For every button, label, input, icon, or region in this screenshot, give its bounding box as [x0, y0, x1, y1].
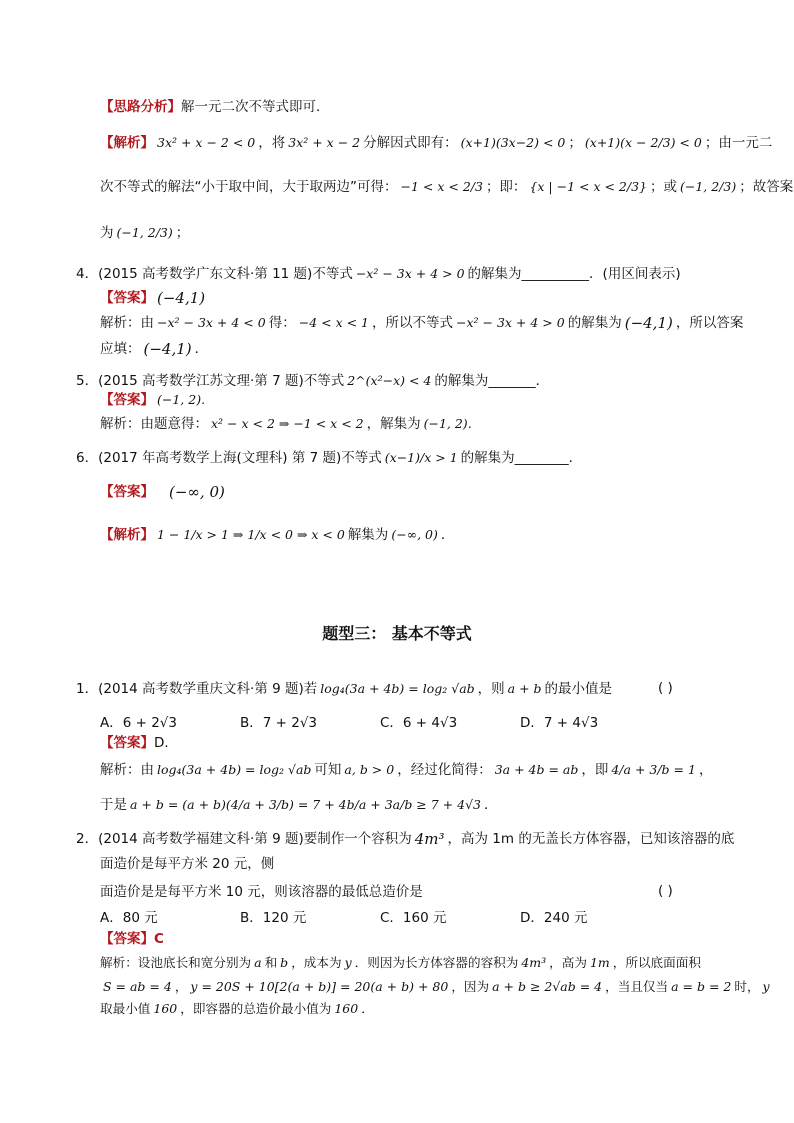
- math-expr: 3a + 4b = ab: [494, 762, 579, 777]
- option-d: D．7 + 4√3: [520, 715, 599, 731]
- q6-answer: [100, 481, 228, 503]
- math-expr: a = b = 2: [671, 979, 732, 994]
- p2-solution-2: [100, 976, 773, 998]
- text: 解集为: [347, 527, 389, 543]
- math-expr: b: [280, 955, 289, 970]
- text: 解析：由题意得：: [100, 416, 208, 432]
- solution-line-3: [100, 222, 189, 244]
- answer-label: 【答案】: [100, 735, 154, 751]
- answer-value: D．: [154, 735, 178, 751]
- text: 为: [100, 225, 114, 241]
- text: ，: [698, 762, 713, 778]
- math-expr: 160: [334, 1001, 359, 1016]
- option-b: B．7 + 2√3: [240, 715, 318, 731]
- math-expr: 4/a + 3/b = 1: [611, 762, 696, 777]
- math-expr: (−1, 2).: [423, 416, 472, 431]
- math-expr: (−4,1): [624, 314, 673, 332]
- answer-label: 【答案】: [100, 392, 154, 408]
- p2-stem-1: [76, 828, 734, 850]
- text: 得：: [268, 315, 296, 331]
- solution-label: 【解析】: [100, 527, 154, 543]
- math-expr: −4 < x < 1: [298, 315, 369, 330]
- math-expr: {x | −1 < x < 2/3}: [529, 179, 647, 194]
- p2-solution-3: [100, 998, 374, 1020]
- text: 应填：: [100, 341, 141, 357]
- text: 的最小值是: [544, 681, 613, 697]
- math-expr: (−1, 2/3): [116, 225, 173, 240]
- math-expr: 160: [153, 1001, 178, 1016]
- text: ．: [440, 527, 455, 543]
- answer-value: (−4,1): [157, 289, 206, 307]
- p1-stem: [76, 678, 612, 700]
- math-expr: −x² − 3x + 4 > 0: [355, 266, 465, 281]
- text: ；: [568, 135, 582, 151]
- option-c: C．6 + 4√3: [380, 715, 458, 731]
- q6-stem: [76, 447, 582, 469]
- text: 4．(2015 高考数学广东文科·第 11 题)不等式: [76, 266, 353, 282]
- math-expr: −1 < x < 2/3: [400, 179, 483, 194]
- math-expr: −x² − 3x + 4 > 0: [456, 315, 565, 330]
- p2-options: [100, 907, 660, 929]
- solution-line-1: [100, 132, 772, 154]
- p1-options: [100, 712, 660, 734]
- math-expr: −x² − 3x + 4 < 0: [157, 315, 266, 330]
- math-expr: (−4,1): [143, 340, 192, 358]
- text: 时，: [734, 979, 760, 994]
- text: 可知: [314, 762, 342, 778]
- q4-stem: [76, 263, 681, 285]
- p1-solution-2: [100, 794, 498, 816]
- analysis-text: 解一元二次不等式即可．: [181, 99, 330, 115]
- text: ，将: [258, 135, 286, 151]
- q4-solution-2: [100, 338, 208, 360]
- p1-answer-paren: ( ): [658, 680, 673, 696]
- answer-value: (−∞, 0): [169, 483, 225, 501]
- p2-stem-3: [100, 881, 423, 903]
- text: ．: [484, 797, 498, 813]
- math-expr: 4m³: [414, 830, 445, 848]
- text: 的解集为_______．: [434, 373, 550, 389]
- math-expr: (x+1)(3x−2) < 0: [460, 135, 566, 150]
- math-expr: y = 20S + 10[2(a + b)] = 20(a + b) + 80: [190, 979, 449, 994]
- math-expr: a + b ≥ 2√ab = 4: [492, 979, 603, 994]
- p2-answer: [100, 928, 164, 950]
- answer-value: (−1, 2).: [157, 392, 206, 407]
- text: 解析：由: [100, 315, 154, 331]
- math-expr: 3x² + x − 2: [288, 135, 361, 150]
- math-expr: (x+1)(x − 2/3) < 0: [584, 135, 702, 150]
- text: ，经过化简得：: [397, 762, 492, 778]
- math-expr: 1 − 1/x > 1 ⇒ 1/x < 0 ⇒ x < 0: [157, 527, 345, 542]
- text: ，所以答案: [675, 315, 744, 331]
- text: 2．(2014 高考数学福建文科·第 9 题)要制作一个容积为: [76, 831, 412, 847]
- text: ，当且仅当: [605, 979, 669, 994]
- text: 面造价是是每平方米 10 元，则该溶器的最低总造价是: [100, 884, 423, 900]
- text: ．则因为长方体容器的容积为: [354, 955, 519, 970]
- p2-solution-1: [100, 952, 701, 974]
- text: 5．(2015 高考数学江苏文理·第 7 题)不等式: [76, 373, 345, 389]
- option-b: B．120 元: [240, 910, 307, 926]
- text: 解析：设池底长和宽分别为: [100, 955, 252, 970]
- text: 的解集为: [567, 315, 622, 331]
- q4-solution-1: [100, 312, 743, 334]
- math-expr: x² − x < 2 ⇒ −1 < x < 2: [211, 416, 364, 431]
- p2-answer-paren: ( ): [658, 883, 673, 899]
- answer-label: 【答案】: [100, 931, 154, 947]
- text: 取最小值: [100, 1001, 151, 1016]
- text: ，解集为: [366, 416, 421, 432]
- math-expr: log₄(3a + 4b) = log₂ √ab: [320, 681, 475, 696]
- text: 面造价是每平方米 20 元，侧: [100, 856, 275, 872]
- p1-solution-1: [100, 759, 712, 781]
- math-expr: log₄(3a + 4b) = log₂ √ab: [157, 762, 312, 777]
- q6-solution: [100, 524, 454, 546]
- text: 的解集为________．: [460, 450, 583, 466]
- text: ．: [194, 341, 209, 357]
- q5-solution: [100, 413, 475, 435]
- option-a: A．80 元: [100, 910, 158, 926]
- text: 分解因式即有：: [363, 135, 458, 151]
- text: 1．(2014 高考数学重庆文科·第 9 题)若: [76, 681, 318, 697]
- p1-answer: [100, 732, 178, 754]
- math-expr: a + b: [507, 681, 542, 696]
- p2-stem-2: [100, 853, 274, 875]
- math-expr: 4m³: [521, 955, 547, 970]
- math-expr: a, b > 0: [344, 762, 395, 777]
- math-expr: S = ab = 4: [103, 979, 172, 994]
- math-expr: y: [344, 955, 352, 970]
- solution-line-2: [100, 176, 793, 198]
- text: ，即: [581, 762, 609, 778]
- text: ；故答案: [739, 179, 794, 195]
- math-expr: (−∞, 0): [391, 527, 438, 542]
- math-expr: y: [762, 979, 770, 994]
- math-expr: (x−1)/x > 1: [384, 450, 458, 465]
- text: ，则: [477, 681, 505, 697]
- text: 于是: [100, 797, 127, 813]
- math-expr: (−1, 2/3): [680, 179, 737, 194]
- text: ；即：: [485, 179, 527, 195]
- text: ，高为: [549, 955, 587, 970]
- text: ；: [175, 225, 190, 241]
- option-d: D．240 元: [520, 910, 588, 926]
- solution-label: 【解析】: [100, 135, 154, 151]
- q5-answer: [100, 389, 208, 411]
- math-expr: a + b = (a + b)(4/a + 3/b) = 7 + 4b/a + 3a/b ≥ 7 + 4√3: [130, 797, 481, 812]
- text: ，所以底面面积: [612, 955, 701, 970]
- option-c: C．160 元: [380, 910, 447, 926]
- answer-label: 【答案】: [100, 290, 154, 306]
- option-a: A．6 + 2√3: [100, 715, 177, 731]
- text: ；由一元二: [704, 135, 773, 151]
- text: 解析：由: [100, 762, 154, 778]
- text: ．: [361, 1001, 374, 1016]
- math-expr: 1m: [589, 955, 610, 970]
- text: 和: [264, 955, 278, 970]
- answer-value: C: [154, 931, 164, 947]
- analysis-label: 【思路分析】: [100, 99, 181, 115]
- q4-answer: [100, 287, 208, 309]
- section-title: 题型三： 基本不等式: [322, 624, 472, 643]
- text: ，所以不等式: [372, 315, 453, 331]
- text: ，成本为: [291, 955, 342, 970]
- math-expr: a: [254, 955, 262, 970]
- text: ，即容器的总造价最小值为: [180, 1001, 332, 1016]
- text: ，因为: [451, 979, 490, 994]
- analysis-line: [100, 96, 330, 118]
- math-expr: 3x² + x − 2 < 0: [157, 135, 256, 150]
- answer-label: 【答案】: [100, 484, 154, 500]
- text: 次不等式的解法“小于取中间，大于取两边”可得：: [100, 179, 398, 195]
- text: 6．(2017 年高考数学上海(文理科) 第 7 题)不等式: [76, 450, 382, 466]
- text: ，高为 1m 的无盖长方体容器，已知该溶器的底: [447, 831, 735, 847]
- text: ；或: [650, 179, 677, 195]
- text: ，: [174, 979, 188, 994]
- math-expr: 2^(x²−x) < 4: [347, 373, 432, 388]
- text: 的解集为__________．(用区间表示): [467, 266, 681, 282]
